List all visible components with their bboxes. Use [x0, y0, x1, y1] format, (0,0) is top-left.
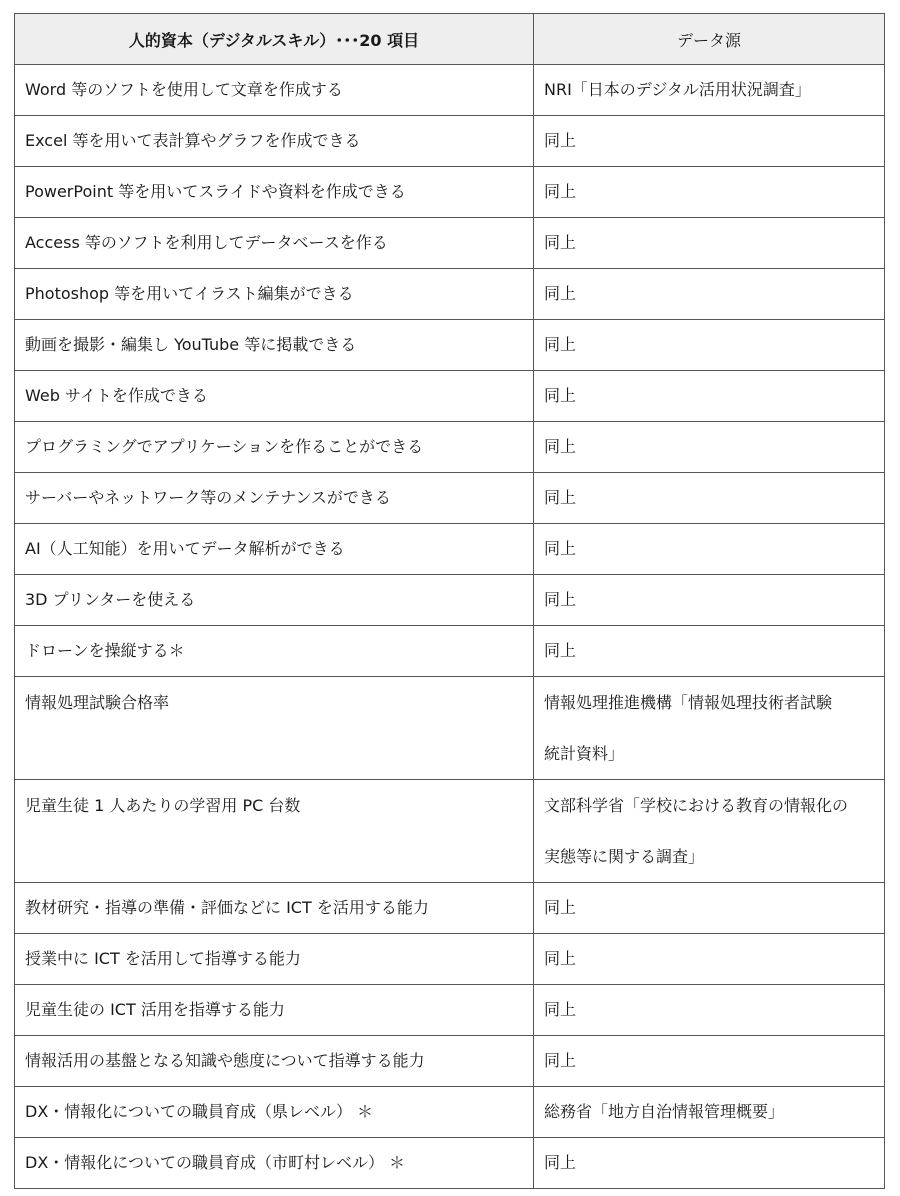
row-source-line: 情報処理推進機構「情報処理技術者試験 — [544, 693, 833, 712]
row-item: Access 等のソフトを利用してデータベースを作る — [15, 218, 534, 269]
row-item — [15, 780, 534, 883]
row-source: 同上 — [534, 473, 885, 524]
row-source: 同上 — [534, 320, 885, 371]
table-row — [15, 65, 885, 116]
header-item: 人的資本（デジタルスキル）･･･20 項目 — [15, 14, 534, 65]
row-item: 児童生徒の ICT 活用を指導する能力 — [15, 985, 534, 1036]
row-source: 同上 — [534, 626, 885, 677]
row-item: プログラミングでアプリケーションを作ることができる — [15, 422, 534, 473]
row-source-line: 実態等に関する調査」 — [544, 847, 705, 866]
table-row — [15, 780, 885, 883]
row-item: Word 等のソフトを使用して文章を作成する — [15, 65, 534, 116]
table-row — [15, 269, 885, 320]
row-item-text: 児童生徒 1 人あたりの学習用 PC 台数 — [25, 796, 301, 815]
row-source: 同上 — [534, 575, 885, 626]
row-source: 同上 — [534, 934, 885, 985]
row-source: 同上 — [534, 1036, 885, 1087]
row-item: Photoshop 等を用いてイラスト編集ができる — [15, 269, 534, 320]
row-item: 情報活用の基盤となる知識や態度について指導する能力 — [15, 1036, 534, 1087]
table-row — [15, 218, 885, 269]
table-row — [15, 575, 885, 626]
row-item: DX・情報化についての職員育成（県レベル） ＊ — [15, 1087, 534, 1138]
table-row — [15, 167, 885, 218]
table-row — [15, 626, 885, 677]
table-header-row — [15, 14, 885, 65]
table-row — [15, 934, 885, 985]
table-row — [15, 320, 885, 371]
row-source: 同上 — [534, 167, 885, 218]
row-item — [15, 677, 534, 780]
row-source: 同上 — [534, 371, 885, 422]
row-item: PowerPoint 等を用いてスライドや資料を作成できる — [15, 167, 534, 218]
row-source: 同上 — [534, 985, 885, 1036]
table-row — [15, 1087, 885, 1138]
row-source: 同上 — [534, 116, 885, 167]
digital-skills-table-container — [14, 13, 884, 1189]
row-item: 動画を撮影・編集し YouTube 等に掲載できる — [15, 320, 534, 371]
table-row — [15, 473, 885, 524]
header-source: データ源 — [534, 14, 885, 65]
row-source — [534, 677, 885, 780]
table-row — [15, 883, 885, 934]
row-item: 授業中に ICT を活用して指導する能力 — [15, 934, 534, 985]
table-row — [15, 677, 885, 780]
table-row — [15, 985, 885, 1036]
table-row — [15, 1138, 885, 1189]
row-source — [534, 780, 885, 883]
row-source: 同上 — [534, 883, 885, 934]
table-row — [15, 524, 885, 575]
row-item: Excel 等を用いて表計算やグラフを作成できる — [15, 116, 534, 167]
row-item: DX・情報化についての職員育成（市町村レベル） ＊ — [15, 1138, 534, 1189]
row-item: 3D プリンターを使える — [15, 575, 534, 626]
row-source-line: 文部科学省「学校における教育の情報化の — [544, 796, 849, 815]
row-item: AI（人工知能）を用いてデータ解析ができる — [15, 524, 534, 575]
row-source: 同上 — [534, 422, 885, 473]
row-item: Web サイトを作成できる — [15, 371, 534, 422]
row-source: NRI「日本のデジタル活用状況調査」 — [534, 65, 885, 116]
table-row — [15, 1036, 885, 1087]
row-item: 教材研究・指導の準備・評価などに ICT を活用する能力 — [15, 883, 534, 934]
table-row — [15, 116, 885, 167]
row-source: 同上 — [534, 218, 885, 269]
table-row — [15, 422, 885, 473]
digital-skills-table — [14, 13, 885, 1189]
row-item: ドローンを操縦する＊ — [15, 626, 534, 677]
row-source: 同上 — [534, 524, 885, 575]
row-source-line: 統計資料」 — [544, 744, 625, 763]
row-source: 同上 — [534, 269, 885, 320]
row-item: サーバーやネットワーク等のメンテナンスができる — [15, 473, 534, 524]
row-source: 総務省「地方自治情報管理概要」 — [534, 1087, 885, 1138]
row-item-text: 情報処理試験合格率 — [25, 693, 170, 712]
table-row — [15, 371, 885, 422]
row-source: 同上 — [534, 1138, 885, 1189]
